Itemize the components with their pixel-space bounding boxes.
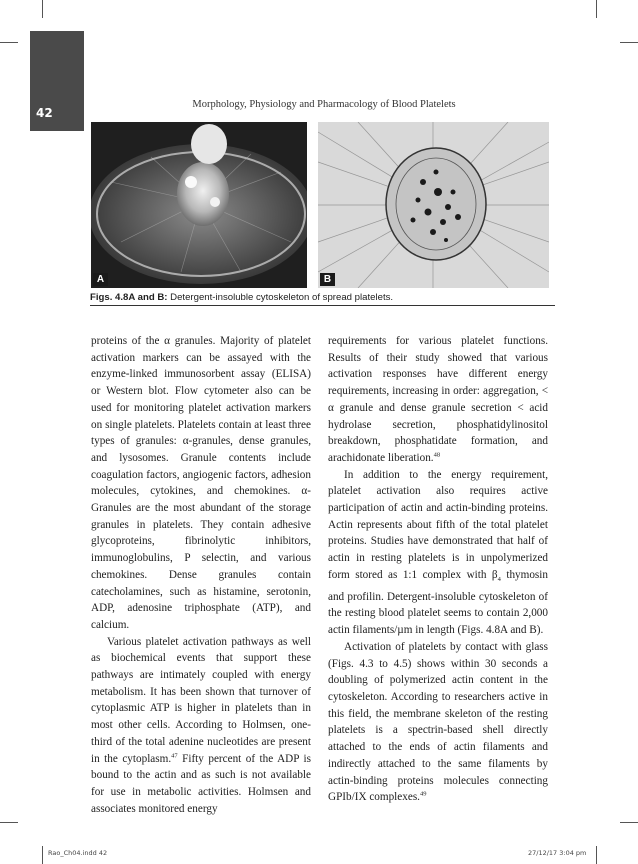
page-number: 42 xyxy=(36,106,53,120)
caption-rule xyxy=(90,305,555,306)
platelet-micrograph-a xyxy=(91,122,307,288)
paragraph: proteins of the α granules. Majority of platelet activation markers can be assayed with the enzyme-linked immunosorbent assay (ELISA) or Western blot. Flow cytometer also can be used for monitoring platelet activation markers on single platelets. Platelets contain at least three types of granules: α-granules, dense granules, and lysosomes. Granule contents include coagulation factors, angiogenic factors, adhesion molecules, cytokines, and chemokines. α-Granules are the most abundant of the storage granules in platelets. They contain adhesive glycoproteins, fibrinolytic inhibitors, immunoglobulins, P selectin, and various chemokines. Dense granules contain catecholamines, such as histamine, serotonin, ADP, adenosine triphosphate (ATP), and calcium. xyxy=(91,335,311,631)
panel-label-a: A xyxy=(93,273,108,286)
footer-date: 27/12/17 3:04 pm xyxy=(528,849,587,857)
paragraph-text: Various platelet activation pathways as well as biochemical events that support these pathways are intimately coupled with energy metabolism. It has been shown that turnover of cytoplasmic ATP is higher in platelets than in most other cells. According to Holmsen, one-third of the total adenine nucleotides are present in the cytoplasm. xyxy=(91,635,311,765)
footer-file: Rao_Ch04.indd 42 xyxy=(48,849,108,857)
crop-mark xyxy=(0,822,18,823)
caption-label: Figs. 4.8A and B: xyxy=(90,292,168,303)
panel-label-b: B xyxy=(320,273,335,286)
subscript: 4 xyxy=(497,576,501,584)
paragraph xyxy=(328,467,548,639)
crop-mark xyxy=(42,846,43,864)
citation: 47 xyxy=(171,751,178,759)
right-column xyxy=(328,333,548,806)
figure-caption xyxy=(90,292,555,303)
paragraph xyxy=(328,639,548,806)
crop-mark xyxy=(620,42,638,43)
crop-mark xyxy=(0,42,18,43)
caption-text: Detergent-insoluble cytoskeleton of spread platelets. xyxy=(167,292,394,303)
crop-mark xyxy=(42,0,43,18)
paragraph-text: In addition to the energy requirement, platelet activation also requires active participation of actin and actin-binding proteins. Actin represents about fifth of the total platelet proteins. Studies have demonstrated that half of actin in resting platelets is in unpolymerized form stored as 1:1 complex with β xyxy=(328,468,548,581)
crop-mark xyxy=(596,0,597,18)
paragraph-text: thymosin and profilin. Detergent-insoluble cytoskeleton of the resting blood platelet seems to contain 2,000 actin filaments/µm in length (Figs. 4.8A and B). xyxy=(328,568,548,637)
citation: 49 xyxy=(419,790,427,798)
paragraph xyxy=(328,333,548,467)
left-column xyxy=(91,333,311,817)
crop-mark xyxy=(596,846,597,864)
paragraph-text: Fifty percent of the ADP is bound to the actin and as such is not available for use in metabolic activities. Holmsen and associates monitored energy xyxy=(91,752,311,815)
running-head: Morphology, Physiology and Pharmacology of Blood Platelets xyxy=(192,99,456,110)
citation: 48 xyxy=(433,451,441,459)
crop-mark xyxy=(620,822,638,823)
paragraph-text: requirements for various platelet functions. Results of their study showed that various activation responses have different energy requirements, increasing in order: aggregation, < α granule and dense granule secretion < acid hydrolase secretion, phosphatidylinositol breakdown, phosphatidate formation, and arachidonate liberation. xyxy=(328,335,548,464)
platelet-micrograph-b xyxy=(318,122,549,288)
paragraph xyxy=(91,634,311,818)
figure-panel-b xyxy=(318,122,549,288)
paragraph-text: Activation of platelets by contact with glass (Figs. 4.3 to 4.5) shows within 30 seconds a doubling of polymerized actin content in the cytoskeleton. According to researchers active in this field, the membrane skeleton of the resting platelets is a spectrin-based shell directly attached to the ends of actin filaments and indirectly attached to the same filaments by actin-binding proteins molecules connecting GPIb/IX complexes. xyxy=(328,640,548,804)
figure-panel-a xyxy=(91,122,307,288)
